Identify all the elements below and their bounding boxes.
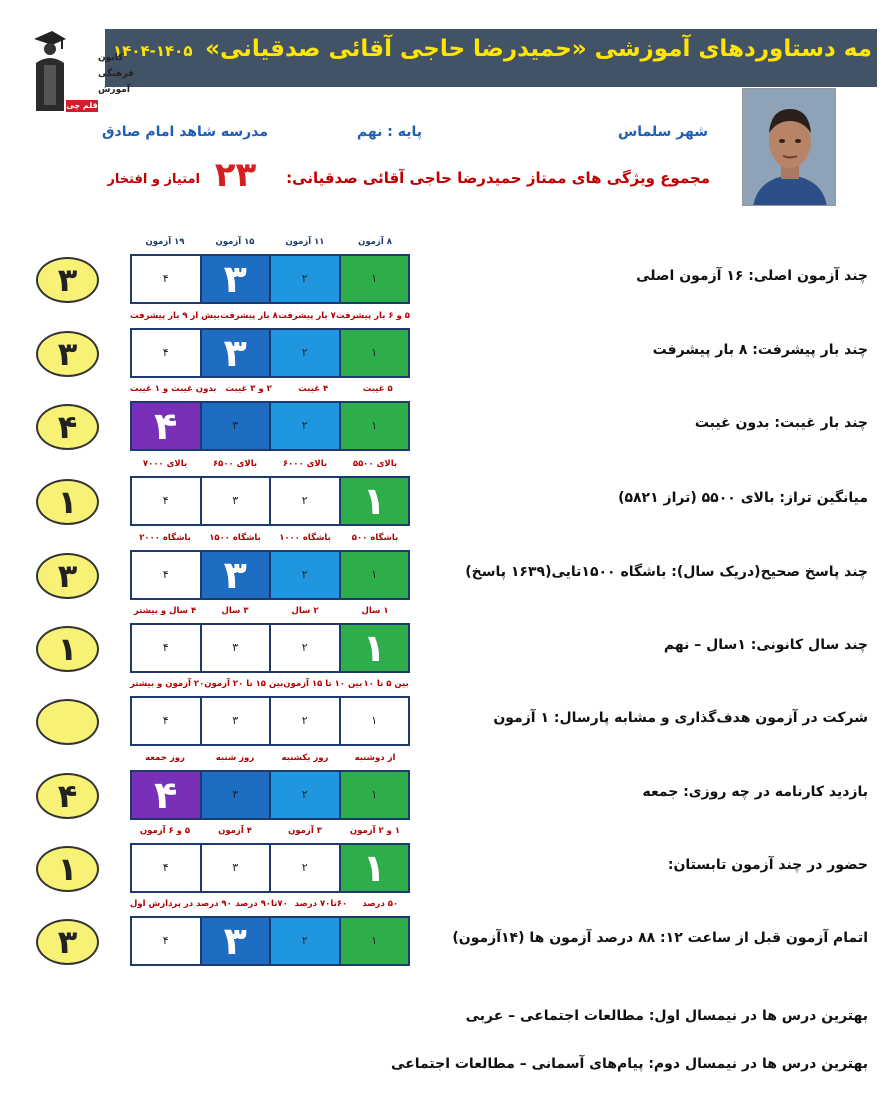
row-question: چند آزمون اصلی: ۱۶ آزمون اصلی: [636, 268, 868, 284]
summary-label: مجموع ویژگی های ممتاز حمیدرضا حاجی آقائی صدقیانی:: [286, 169, 710, 187]
logo-text-2: فرهنگی: [98, 69, 134, 79]
level-label: بین ۱۰ تا ۱۵ آزمون: [283, 679, 363, 689]
level-cell: ۳: [202, 330, 270, 376]
row-level-grid: [130, 916, 410, 966]
level-label: ۴ سال و بیشتر: [133, 606, 197, 616]
level-label: ۳ سال: [221, 606, 249, 616]
level-label: ۶۰تا۷۰ درصد: [294, 899, 348, 909]
level-cell: ۲: [271, 845, 339, 891]
row-score-circle: ۴: [36, 404, 99, 450]
level-cell: ۴: [132, 330, 200, 376]
row-level-labels: [130, 753, 410, 763]
level-cell: ۱: [341, 478, 409, 524]
row-level-labels: [130, 606, 410, 616]
level-cell: ۲: [271, 256, 339, 302]
row-score-circle: ۴: [36, 773, 99, 819]
row-level-labels: [130, 899, 410, 909]
score-label: امتیاز و افتخار: [107, 172, 200, 187]
level-label: ۱۹ آزمون: [145, 237, 185, 247]
level-cell: ۳: [202, 845, 270, 891]
achievement-row: [0, 237, 892, 318]
level-cell: ۴: [132, 772, 200, 818]
row-score-circle: ۱: [36, 846, 99, 892]
level-label: ۱۱ آزمون: [285, 237, 325, 247]
level-cell: ۳: [202, 256, 270, 302]
achievement-row: [0, 753, 892, 834]
row-level-labels: [130, 459, 410, 469]
level-label: ۴ غیبت: [298, 384, 329, 394]
achievement-row: [0, 459, 892, 540]
achievement-row: [0, 533, 892, 614]
level-label: بین ۱۵ تا ۲۰ آزمون: [204, 679, 284, 689]
level-label: ۳ آزمون: [288, 826, 322, 836]
level-label: ۱ و ۲ آزمون: [349, 826, 401, 836]
level-label: روز شنبه: [215, 753, 255, 763]
row-level-grid: [130, 328, 410, 378]
row-question: حضور در چند آزمون تابستان:: [667, 857, 868, 873]
level-cell: ۲: [271, 918, 339, 964]
achievement-row: [0, 826, 892, 907]
row-score-circle: ۳: [36, 553, 99, 599]
row-score-circle: ۳: [36, 919, 99, 965]
level-cell: ۴: [132, 918, 200, 964]
student-photo: [742, 88, 836, 206]
row-question: چند سال کانونی: ۱سال – نهم: [663, 637, 868, 653]
level-label: ۲۰ آزمون و بیشتر: [130, 679, 205, 689]
row-level-grid: [130, 401, 410, 451]
level-label: باشگاه ۵۰۰: [351, 533, 399, 543]
level-label: ۸ بار پیشرفت: [220, 311, 278, 321]
level-label: ۲ سال: [291, 606, 319, 616]
row-level-grid: [130, 770, 410, 820]
achievement-row: [0, 899, 892, 980]
achievement-row: [0, 606, 892, 687]
level-label: ۷۰تا۹۰ درصد: [235, 899, 288, 909]
level-label: ۲ و ۳ غیبت: [225, 384, 272, 394]
level-label: ۵ و ۶ بار پیشرفت: [336, 311, 410, 321]
level-cell: ۱: [341, 698, 409, 744]
level-cell: ۲: [271, 552, 339, 598]
level-cell: ۳: [202, 552, 270, 598]
row-score-circle: [36, 699, 99, 745]
row-level-grid: [130, 254, 410, 304]
level-label: ۱۵ آزمون: [215, 237, 255, 247]
level-label: روز جمعه: [145, 753, 185, 763]
row-score-circle: ۳: [36, 257, 99, 303]
level-label: ۸ آزمون: [358, 237, 392, 247]
row-question: میانگین تراز: بالای ۵۵۰۰ (تراز ۵۸۲۱): [618, 490, 868, 506]
level-label: ۴ آزمون: [218, 826, 252, 836]
level-cell: ۴: [132, 256, 200, 302]
level-cell: ۱: [341, 918, 409, 964]
level-cell: ۴: [132, 845, 200, 891]
row-level-grid: [130, 696, 410, 746]
row-score-circle: ۳: [36, 331, 99, 377]
year-range: ۱۴۰۴-۱۴۰۵: [113, 42, 193, 60]
level-label: ۱ سال: [361, 606, 389, 616]
row-question: چند بار غیبت: بدون غیبت: [694, 415, 868, 431]
level-label: ۵ و ۶ آزمون: [139, 826, 191, 836]
best-subjects-second: بهترین درس ها در نیمسال دوم: پیام‌های آسمانی – مطالعات اجتماعی: [391, 1056, 868, 1072]
row-level-labels: [130, 384, 410, 394]
graduate-icon: [30, 25, 68, 113]
level-cell: ۲: [271, 625, 339, 671]
level-cell: ۲: [271, 772, 339, 818]
level-cell: ۱: [341, 845, 409, 891]
level-label: ۵۰ درصد: [362, 899, 399, 909]
level-cell: ۳: [202, 698, 270, 744]
level-cell: ۳: [202, 772, 270, 818]
row-level-labels: [130, 826, 410, 836]
student-city: شهر سلماس: [617, 124, 708, 140]
row-question: چند پاسخ صحیح(دریک سال): باشگاه ۱۵۰۰تایی(۱۶۳۹ پاسخ): [465, 564, 868, 580]
total-score: ۲۳: [214, 155, 257, 195]
level-cell: ۴: [132, 552, 200, 598]
level-cell: ۳: [202, 625, 270, 671]
page-title: مه دستاوردهای آموزشی «حمیدرضا حاجی آقائی صدقیانی»: [205, 36, 872, 62]
row-level-labels: [130, 311, 410, 321]
level-cell: ۱: [341, 330, 409, 376]
level-label: باشگاه ۱۰۰۰: [279, 533, 331, 543]
row-level-labels: [130, 533, 410, 543]
student-grade: پایه : نهم: [356, 124, 422, 140]
level-cell: ۴: [132, 403, 200, 449]
level-cell: ۴: [132, 478, 200, 524]
row-question: شرکت در آزمون هدف‌گذاری و مشابه پارسال: ۱ آزمون: [493, 710, 868, 726]
level-label: روز یکشنبه: [281, 753, 329, 763]
level-label: بدون غیبت و ۱ غیبت: [130, 384, 217, 394]
row-level-labels: [130, 679, 410, 689]
row-level-grid: [130, 476, 410, 526]
level-label: ۵ غیبت: [362, 384, 393, 394]
level-cell: ۳: [202, 478, 270, 524]
achievement-row: [0, 384, 892, 465]
level-label: از دوشنبه: [354, 753, 396, 763]
row-score-circle: ۱: [36, 479, 99, 525]
level-cell: ۱: [341, 625, 409, 671]
level-cell: ۲: [271, 698, 339, 744]
row-level-grid: [130, 623, 410, 673]
row-question: بازدید کارنامه در چه روزی: جمعه: [642, 784, 868, 800]
level-cell: ۳: [202, 403, 270, 449]
level-cell: ۱: [341, 772, 409, 818]
level-cell: ۲: [271, 403, 339, 449]
row-score-circle: ۱: [36, 626, 99, 672]
achievement-row: [0, 679, 892, 760]
logo-text-1: کانون: [98, 53, 124, 63]
level-label: باشگاه ۲۰۰۰: [139, 533, 191, 543]
level-label: بالای ۷۰۰۰: [142, 459, 188, 469]
row-question: چند بار پیشرفت: ۸ بار پیشرفت: [652, 342, 868, 358]
row-question: اتمام آزمون قبل از ساعت ۱۲: ۸۸ درصد آزمون ها (۱۴آزمون): [452, 930, 868, 946]
student-school: مدرسه شاهد امام صادق: [102, 124, 268, 140]
level-cell: ۱: [341, 256, 409, 302]
logo-text-3: آموزش: [98, 85, 130, 95]
level-label: بالای ۶۰۰۰: [282, 459, 328, 469]
level-cell: ۲: [271, 330, 339, 376]
level-cell: ۱: [341, 403, 409, 449]
level-label: بیش از ۹ بار پیشرفت: [130, 311, 220, 321]
level-label: ۷ بار پیشرفت: [278, 311, 336, 321]
row-level-labels: [130, 237, 410, 247]
level-cell: ۴: [132, 698, 200, 744]
level-label: بین ۵ تا ۱۰: [363, 679, 409, 689]
level-label: بالای ۶۵۰۰: [212, 459, 258, 469]
level-label: ۹۰ درصد در پردازش اول: [130, 899, 232, 909]
level-label: بالای ۵۵۰۰: [352, 459, 398, 469]
row-level-grid: [130, 843, 410, 893]
level-cell: ۴: [132, 625, 200, 671]
level-cell: ۲: [271, 478, 339, 524]
logo-badge: قلم چی: [66, 101, 98, 110]
level-label: باشگاه ۱۵۰۰: [209, 533, 261, 543]
achievement-row: [0, 311, 892, 392]
level-cell: ۳: [202, 918, 270, 964]
level-cell: ۱: [341, 552, 409, 598]
best-subjects-first: بهترین درس ها در نیمسال اول: مطالعات اجتماعی – عربی: [465, 1008, 868, 1024]
row-level-grid: [130, 550, 410, 600]
